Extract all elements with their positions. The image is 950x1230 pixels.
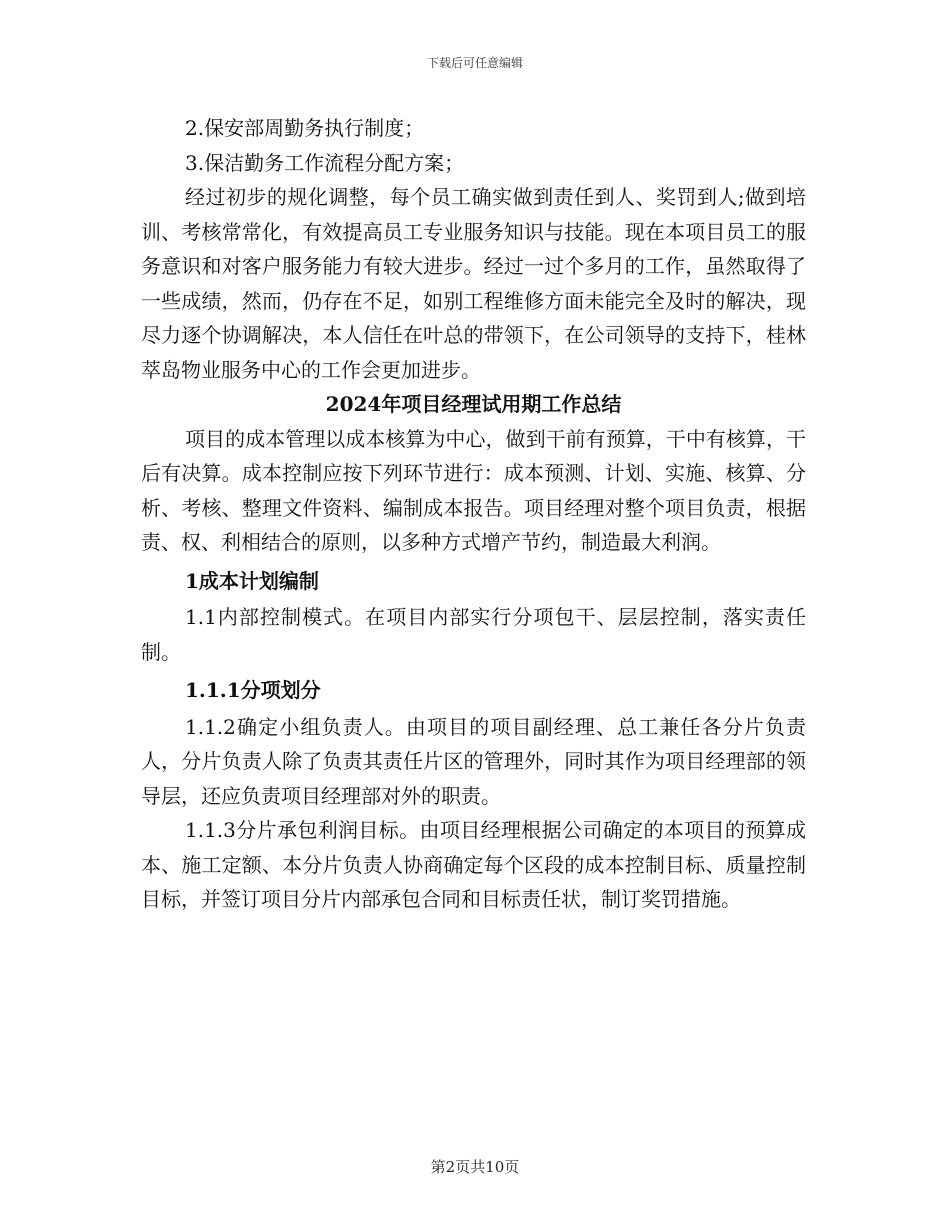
paragraph-1-1: 1.1内部控制模式。在项目内部实行分项包干、层层控制，落实责任制。 (141, 605, 806, 664)
page-header: 下载后可任意编辑 (426, 56, 523, 70)
paragraph-1-1-2: 1.1.2确定小组负责人。由项目的项目副经理、总工兼任各分片负责人，分片负责人除了负责其责任片区的管理外，同时其作为项目经理部的领导层，还应负责项目经理部对外的职责。 (141, 714, 806, 808)
document-body (141, 111, 806, 917)
summary-paragraph: 经过初步的规化调整，每个员工确实做到责任到人、奖罚到人;做到培训、考核常常化，有效提高员工专业服务知识与技能。现在本项目员工的服务意识和对客户服务能力有较大进步。经过一过个多月的工作，虽然取得了一些成绩，然而，仍存在不足，如别工程维修方面未能完全及时的解决，现尽力逐个协调解决，本人信任在叶总的带领下，在公司领导的支持下，桂林萃岛物业服务中心的工作会更加进步。 (141, 185, 806, 382)
intro-paragraph: 项目的成本管理以成本核算为中心，做到干前有预算，干中有核算，干后有决算。成本控制应按下列环节进行：成本预测、计划、实施、核算、分析、考核、整理文件资料、编制成本报告。项目经理对整个项目负责，根据责、权、利相结合的原则，以多种方式增产节约，制造最大利润。 (141, 426, 806, 554)
section-heading-1-1-1: 1.1.1分项划分 (185, 678, 321, 702)
page-number: 第2页共10页 (430, 1158, 520, 1176)
section-heading-1: 1成本计划编制 (185, 568, 319, 593)
document-title: 2024年项目经理试用期工作总结 (325, 392, 622, 416)
paragraph-1-1-3: 1.1.3分片承包利润目标。由项目经理根据公司确定的本项目的预算成本、施工定额、本分片负责人协商确定每个区段的成本控制目标、质量控制目标，并签订项目分片内部承包合同和目标责任状，制订奖罚措施。 (141, 818, 806, 911)
list-item-2: 2.保安部周勤务执行制度； (185, 116, 425, 140)
list-item-3: 3.保洁勤务工作流程分配方案； (185, 150, 465, 175)
